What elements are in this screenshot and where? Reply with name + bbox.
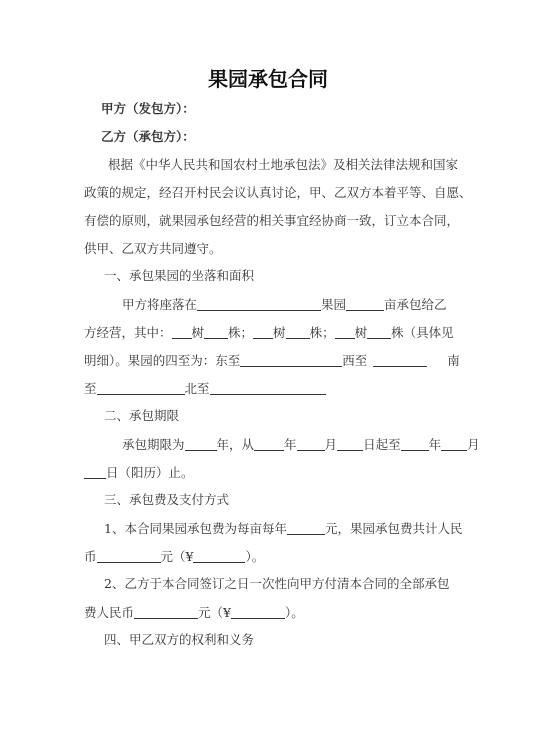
s3-para-1-line-1: 1、本合同果园承包费为每亩每年 元，果园承包费共计人民 — [104, 521, 463, 536]
start-month-blank[interactable] — [297, 438, 325, 451]
lump-sum-amount-blank[interactable] — [231, 606, 285, 619]
total-fee-words-blank[interactable] — [97, 550, 161, 563]
s2-line-2: 日（阳历）止。 — [84, 466, 194, 480]
s1-line-4: 至 北至 — [84, 382, 326, 396]
tree-type-2-blank[interactable] — [253, 326, 273, 339]
preamble-line-2: 政策的规定，经召开村民会议认真讨论，甲、乙双方本着平等、自愿、 — [84, 185, 472, 200]
section-1-heading: 一、承包果园的坐落和面积 — [104, 268, 255, 283]
tree-count-3-blank[interactable] — [367, 326, 391, 339]
area-blank[interactable] — [346, 298, 384, 311]
tree-type-3-blank[interactable] — [335, 326, 355, 339]
preamble-line-1: 根据《中华人民共和国农村土地承包法》及相关法律法规和国家 — [108, 157, 459, 172]
east-boundary-blank[interactable] — [240, 354, 342, 367]
s1-line-3: 明细）。果园的四至为：东至 西至 南 — [84, 353, 460, 368]
section-3-heading: 三、承包费及支付方式 — [104, 492, 230, 507]
party-a-label: 甲方（发包方）： — [101, 101, 195, 116]
s3-para-1-line-2: 币 元（¥ ）。 — [84, 549, 265, 564]
end-year-blank[interactable] — [401, 438, 429, 451]
tree-count-1-blank[interactable] — [204, 326, 228, 339]
term-years-blank[interactable] — [185, 438, 217, 451]
s1-line-1: 甲方将座落在 果园 亩承包给乙 — [122, 297, 447, 312]
south-boundary-blank[interactable] — [97, 382, 185, 395]
party-b-label: 乙方（承包方）： — [101, 129, 195, 144]
tree-type-1-blank[interactable] — [172, 326, 192, 339]
lump-sum-words-blank[interactable] — [134, 606, 198, 619]
start-year-blank[interactable] — [254, 438, 284, 451]
tree-count-2-blank[interactable] — [286, 326, 310, 339]
end-month-blank[interactable] — [441, 438, 467, 451]
end-day-blank[interactable] — [84, 466, 106, 479]
total-fee-amount-blank[interactable] — [193, 550, 245, 563]
contract-title: 果园承包合同 — [208, 67, 328, 91]
s2-line-1: 承包期限为 年，从 年 月 日起至 年 月 — [122, 437, 480, 452]
s3-para-2-line-1: 2、乙方于本合同签订之日一次性向甲方付清本合同的全部承包 — [104, 576, 450, 591]
north-boundary-blank[interactable] — [210, 382, 326, 395]
s1-line-2: 方经营，其中： 树 株； 树 株； 树 株（具体见 — [84, 325, 454, 340]
s3-para-2-line-2: 费人民币 元（¥ ）。 — [84, 605, 304, 620]
preamble-line-3: 有偿的原则，就果园承包经营的相关事宜经协商一致，订立本合同， — [84, 213, 460, 228]
preamble-line-4: 供甲、乙双方共同遵守。 — [84, 241, 222, 256]
section-4-heading: 四、甲乙双方的权利和义务 — [104, 632, 255, 647]
section-2-heading: 二、承包期限 — [104, 408, 180, 423]
fee-per-mu-blank[interactable] — [287, 522, 325, 535]
west-boundary-blank[interactable] — [373, 354, 427, 367]
start-day-blank[interactable] — [337, 438, 363, 451]
location-blank[interactable] — [197, 298, 321, 311]
